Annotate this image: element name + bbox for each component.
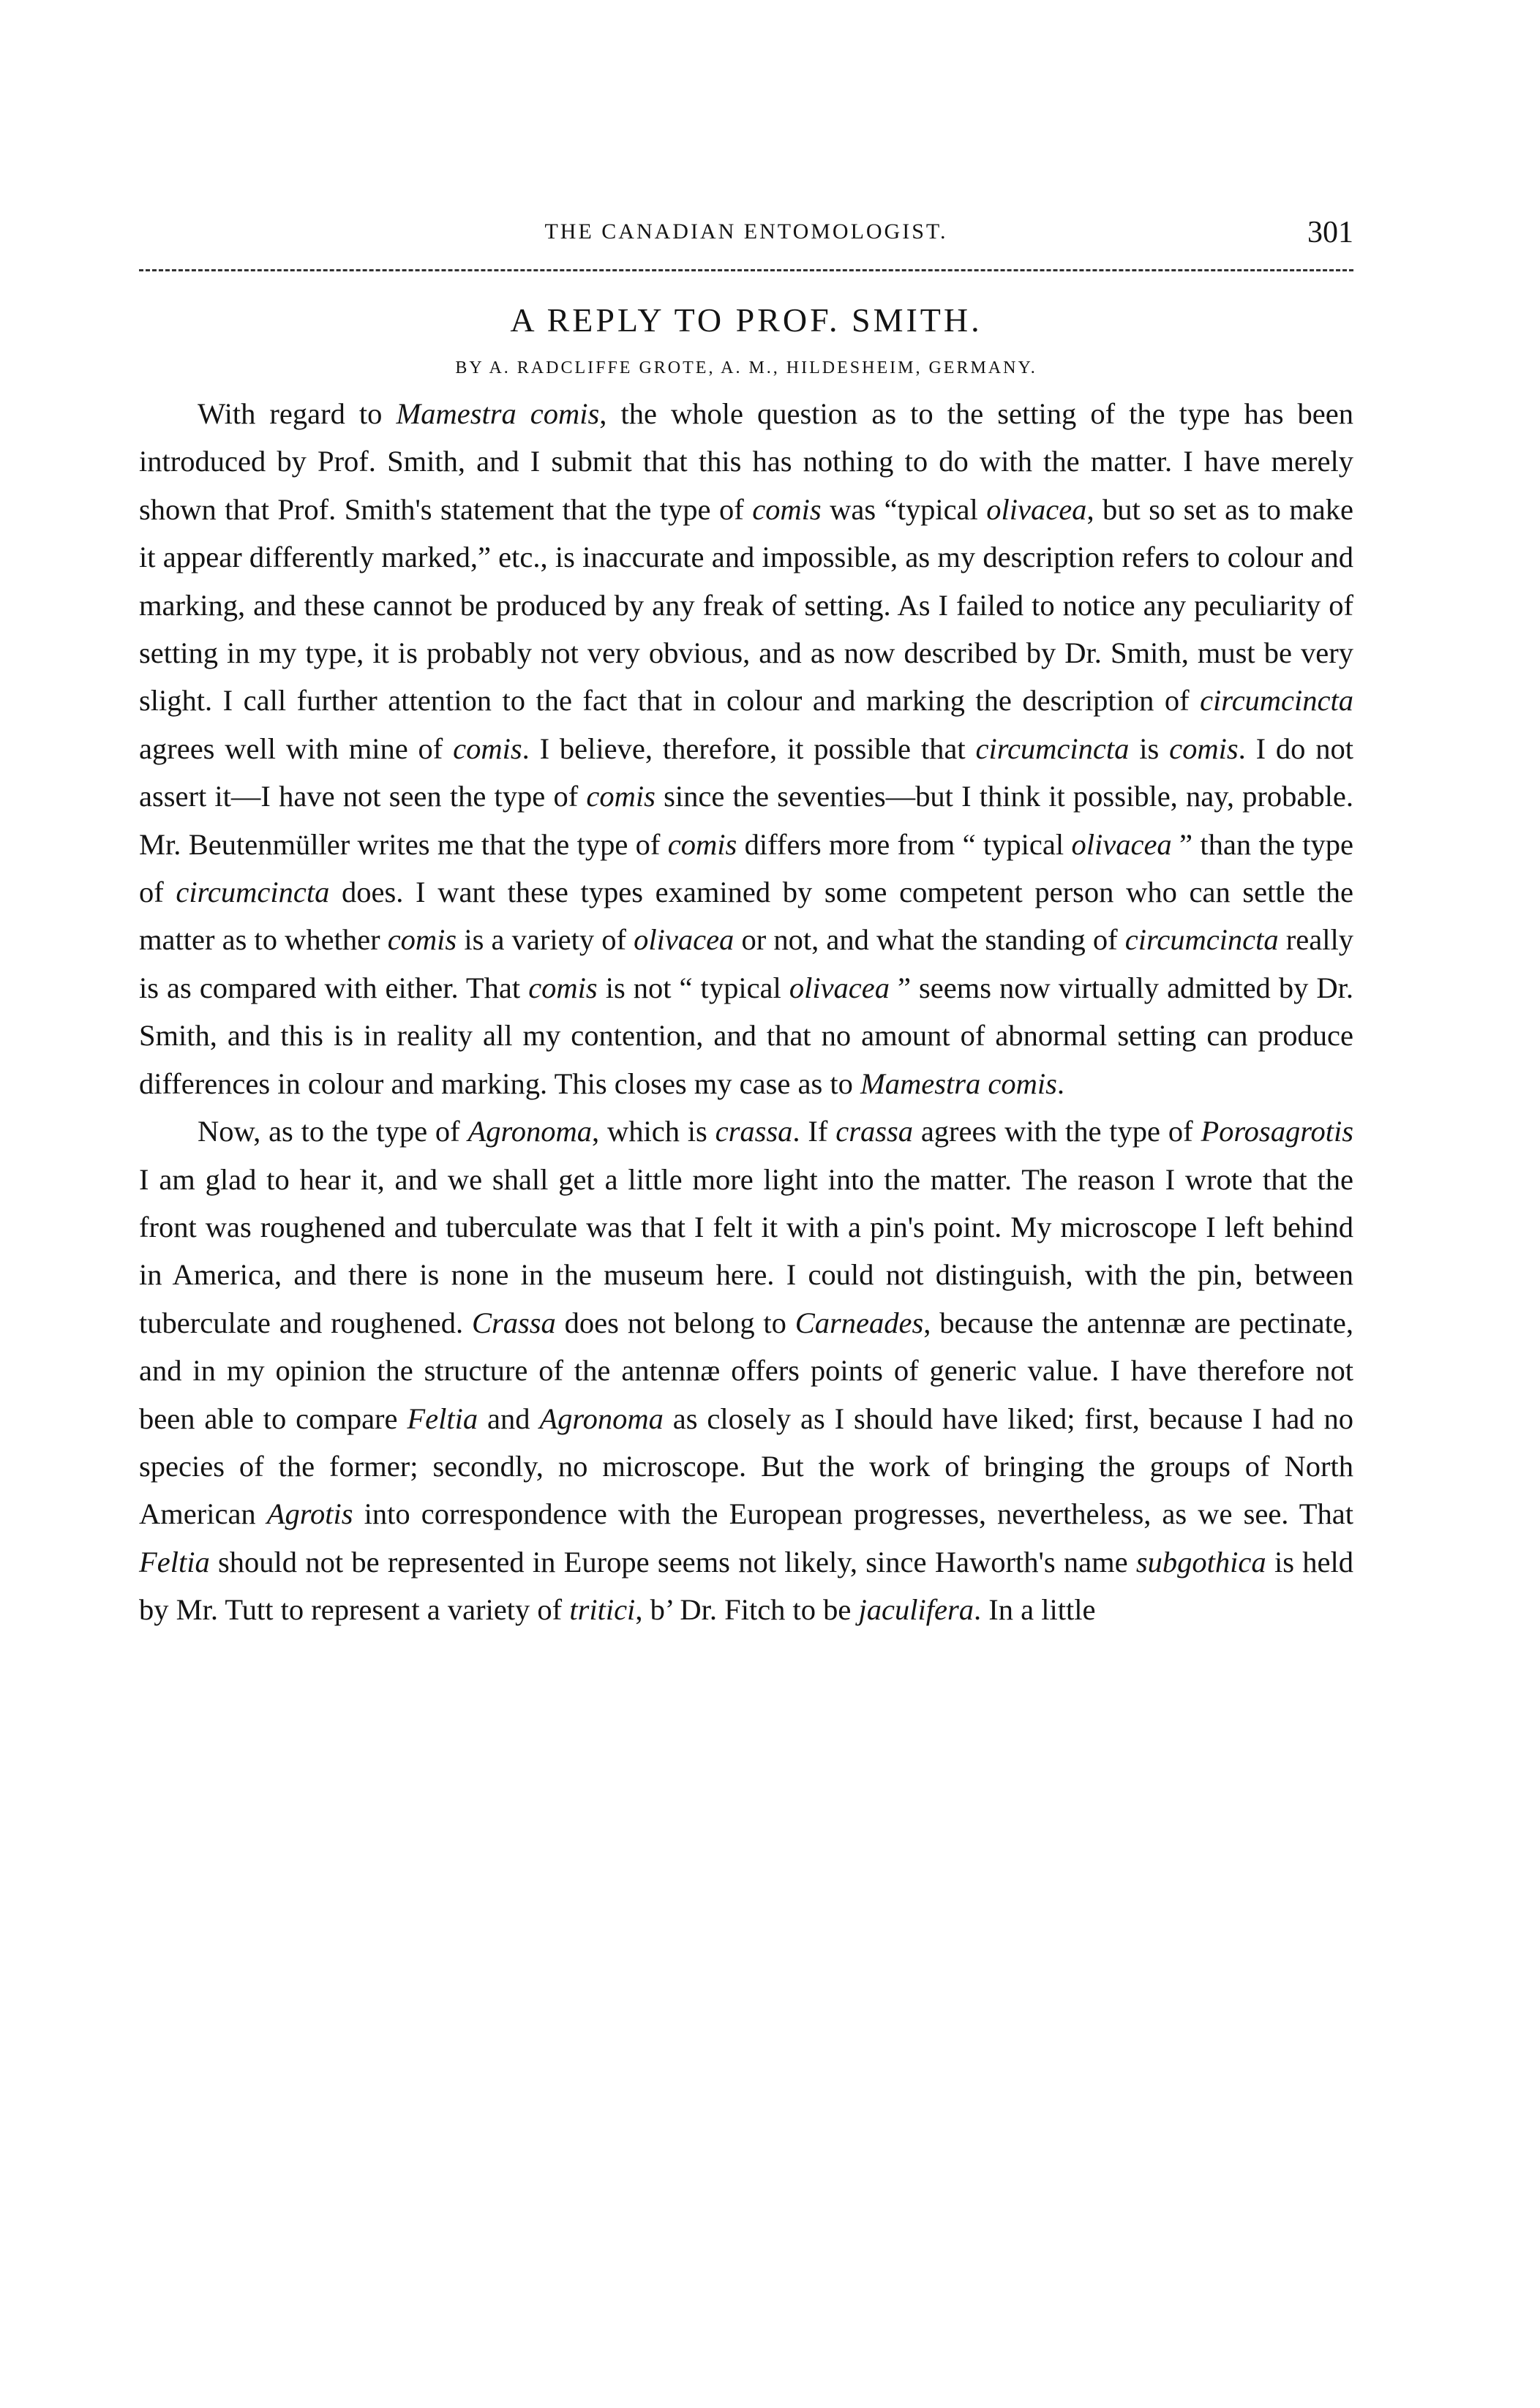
running-head bbox=[139, 212, 1353, 256]
text-run: ” seems now virtually admitted by Dr. Smith, and this is in reality all my contention, and that no amount of abnormal setting can produce differences in colour and marking. This closes my case as to bbox=[139, 971, 1353, 1100]
text-run: I am glad to hear it, and we shall get a little more light into the matter. The reason I wrote that the front was roughened and tuberculate was that I felt it with a pin's point. My microscope I left behind in America, and there is none in the museum here. I could not distinguish, with the pin, between tuberculate and roughened. bbox=[139, 1162, 1353, 1339]
text-run: differs more from “ typical bbox=[737, 827, 1072, 861]
text-run: does not belong to bbox=[555, 1306, 795, 1339]
italic-term: olivacea bbox=[634, 923, 735, 957]
running-title: THE CANADIAN ENTOMOLOGIST. bbox=[544, 219, 948, 244]
italic-term: circumcincta bbox=[1124, 923, 1279, 957]
text-run: , b’ Dr. Fitch to be bbox=[635, 1593, 859, 1627]
text-run: agrees well with mine of bbox=[139, 731, 454, 765]
italic-term: comis bbox=[752, 492, 822, 526]
text-run: . In a little bbox=[974, 1593, 1096, 1627]
text-run: is a variety of bbox=[457, 923, 634, 957]
italic-term: tritici bbox=[569, 1593, 636, 1627]
text-run: as closely as I should have liked; first, because I had no species of the former; secondly, no microscope. But the work of bringing the groups of North American bbox=[139, 1401, 1353, 1531]
byline: BY A. RADCLIFFE GROTE, A. M., HILDESHEIM, GERMANY. bbox=[455, 358, 1037, 377]
italic-term: subgothica bbox=[1135, 1545, 1266, 1579]
text-run: into correspondence with the European progresses, nevertheless, as we see. That bbox=[353, 1497, 1353, 1531]
italic-term: Agronoma bbox=[539, 1401, 664, 1435]
italic-term: crassa bbox=[835, 1115, 913, 1148]
italic-term: circumcincta bbox=[975, 731, 1130, 765]
text-run: is held by Mr. Tutt to represent a variety of bbox=[139, 1545, 1353, 1627]
text-run: . bbox=[1056, 1066, 1064, 1100]
text-run: , because the antennæ are pectinate, and in my opinion the structure of the antennæ offers points of generic value. I have therefore not been able to compare bbox=[139, 1306, 1353, 1435]
italic-term: Mamestra comis bbox=[396, 397, 600, 430]
italic-term: circumcincta bbox=[1200, 684, 1353, 718]
italic-term: comis bbox=[528, 971, 598, 1004]
article-body bbox=[139, 390, 1353, 1634]
text-run: ” than the type of bbox=[139, 827, 1354, 909]
text-run: Now, as to the type of bbox=[198, 1115, 468, 1148]
italic-term: circumcincta bbox=[176, 876, 330, 909]
italic-term: olivacea bbox=[986, 492, 1087, 526]
text-run: With regard to bbox=[198, 397, 397, 430]
italic-term: Carneades bbox=[795, 1306, 924, 1339]
text-run: does. I want these types examined by some competent person who can settle the matter as to whether bbox=[139, 876, 1353, 957]
italic-term: comis bbox=[1169, 731, 1239, 765]
article-title: A REPLY TO PROF. SMITH. bbox=[510, 301, 983, 339]
text-run: , the whole question as to the setting of the type has been introduced by Prof. Smith, and I submit that this has nothing to do with the matter. I have merely shown that Prof. Smith's statement that the type of bbox=[139, 397, 1353, 526]
italic-term: crassa bbox=[715, 1115, 793, 1148]
text-run: was “typical bbox=[821, 492, 987, 526]
italic-term: Crassa bbox=[472, 1306, 556, 1339]
italic-term: Agronoma bbox=[467, 1115, 592, 1148]
text-run: . I do not assert it—I have not seen the type of bbox=[139, 731, 1354, 813]
italic-term: Mamestra comis bbox=[860, 1066, 1057, 1100]
italic-term: comis bbox=[586, 780, 656, 813]
italic-term: olivacea bbox=[1071, 827, 1172, 861]
text-run: is bbox=[1129, 731, 1170, 765]
page-number: 301 bbox=[1307, 216, 1353, 249]
text-run: , but so set as to make it appear differently marked,” etc., is inaccurate and impossible, as my description refers to colour and marking, and these cannot be produced by any freak of setting. As I failed to notice any peculiarity of setting in my type, it is probably not very obvious, and as now described by Dr. Smith, must be very slight. I call further attention to the fact that in colour and marking the description of bbox=[139, 492, 1354, 718]
italic-term: olivacea bbox=[789, 971, 890, 1004]
paragraph bbox=[139, 390, 1353, 1107]
italic-term: Agrotis bbox=[266, 1497, 353, 1531]
page bbox=[139, 212, 1353, 1634]
paragraph bbox=[139, 1107, 1353, 1633]
text-run: really is as compared with either. That bbox=[139, 923, 1353, 1004]
text-run: should not be represented in Europe seems not likely, since Haworth's name bbox=[209, 1545, 1136, 1579]
italic-term: comis bbox=[667, 827, 737, 861]
text-run: is not “ typical bbox=[597, 971, 789, 1004]
text-run: or not, and what the standing of bbox=[734, 923, 1125, 957]
italic-term: comis bbox=[387, 923, 457, 957]
italic-term: comis bbox=[453, 731, 522, 765]
text-run: agrees with the type of bbox=[912, 1115, 1201, 1148]
italic-term: jaculifera bbox=[858, 1593, 974, 1627]
italic-term: Feltia bbox=[139, 1545, 210, 1579]
text-run: . If bbox=[792, 1115, 836, 1148]
italic-term: Porosagrotis bbox=[1201, 1115, 1353, 1148]
italic-term: Feltia bbox=[407, 1401, 478, 1435]
text-run: , which is bbox=[592, 1115, 715, 1148]
text-run: . I believe, therefore, it possible that bbox=[522, 731, 976, 765]
header-rule bbox=[139, 269, 1353, 271]
text-run: and bbox=[478, 1401, 540, 1435]
text-run: since the seventies—but I think it possible, nay, probable. Mr. Beutenmüller writes me that the type of bbox=[139, 780, 1353, 861]
